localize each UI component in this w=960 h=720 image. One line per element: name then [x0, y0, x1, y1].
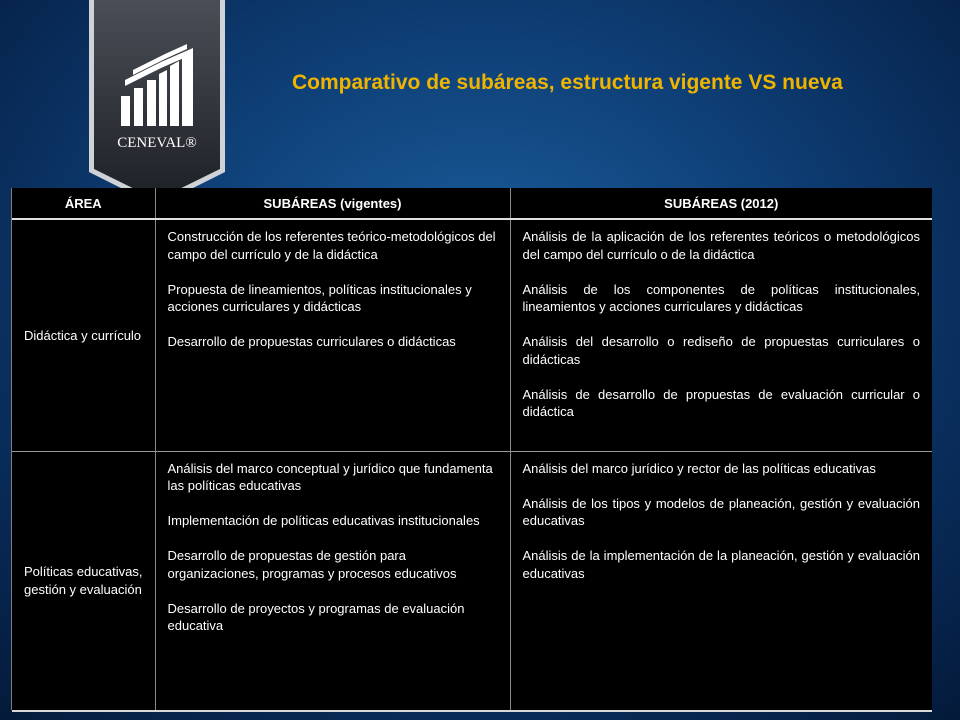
column-header-area: ÁREA: [12, 188, 155, 219]
area-cell: Políticas educativas, gestión y evaluación: [12, 451, 155, 710]
nuevas-cell: [510, 219, 932, 451]
list-item: Análisis de los componentes de políticas institucionales, lineamientos y acciones curriculares y didácticas: [522, 281, 920, 314]
table-header-row: [12, 188, 932, 219]
list-item: Análisis del desarrollo o rediseño de propuestas curriculares o didácticas: [522, 334, 920, 367]
list-item: Análisis de la implementación de la planeación, gestión y evaluación educativas: [522, 548, 920, 581]
list-item: Desarrollo de propuestas curriculares o didácticas: [167, 334, 456, 349]
list-item: Análisis del marco jurídico y rector de las políticas educativas: [522, 460, 876, 476]
list-item: Construcción de los referentes teórico-metodológicos del campo del currículo y de la didáctica: [167, 229, 496, 262]
list-item: Implementación de políticas educativas institucionales: [167, 513, 480, 528]
list-item: Desarrollo de propuestas de gestión para organizaciones, programas y procesos educativos: [167, 548, 457, 581]
page-title: Comparativo de subáreas, estructura vigente VS nueva: [292, 71, 843, 94]
area-cell: Didáctica y currículo: [24, 327, 142, 343]
table-row: [12, 219, 932, 451]
list-item: Desarrollo de proyectos y programas de evaluación educativa: [167, 600, 465, 633]
list-item: Propuesta de lineamientos, políticas institucionales y acciones curriculares y didácticas: [167, 281, 472, 314]
list-item: Análisis de desarrollo de propuestas de evaluación curricular o didáctica: [522, 386, 920, 419]
column-header-vigentes: SUBÁREAS (vigentes): [155, 188, 510, 219]
comparison-table: [12, 188, 932, 712]
list-item: Análisis del marco conceptual y jurídico que fundamenta las políticas educativas: [167, 460, 493, 493]
vigentes-cell: [155, 451, 510, 710]
nuevas-cell: [510, 451, 932, 710]
vigentes-cell: [155, 219, 510, 451]
column-header-2012: SUBÁREAS (2012): [510, 188, 932, 219]
list-item: Análisis de la aplicación de los referentes teóricos o metodológicos del campo del currículo o de la didáctica: [522, 229, 920, 262]
logo-text: CENEVAL®: [117, 135, 197, 151]
table-row: [12, 451, 932, 710]
ceneval-logo: [89, 0, 225, 208]
list-item: Análisis de los tipos y modelos de planeación, gestión y evaluación educativas: [522, 495, 920, 528]
